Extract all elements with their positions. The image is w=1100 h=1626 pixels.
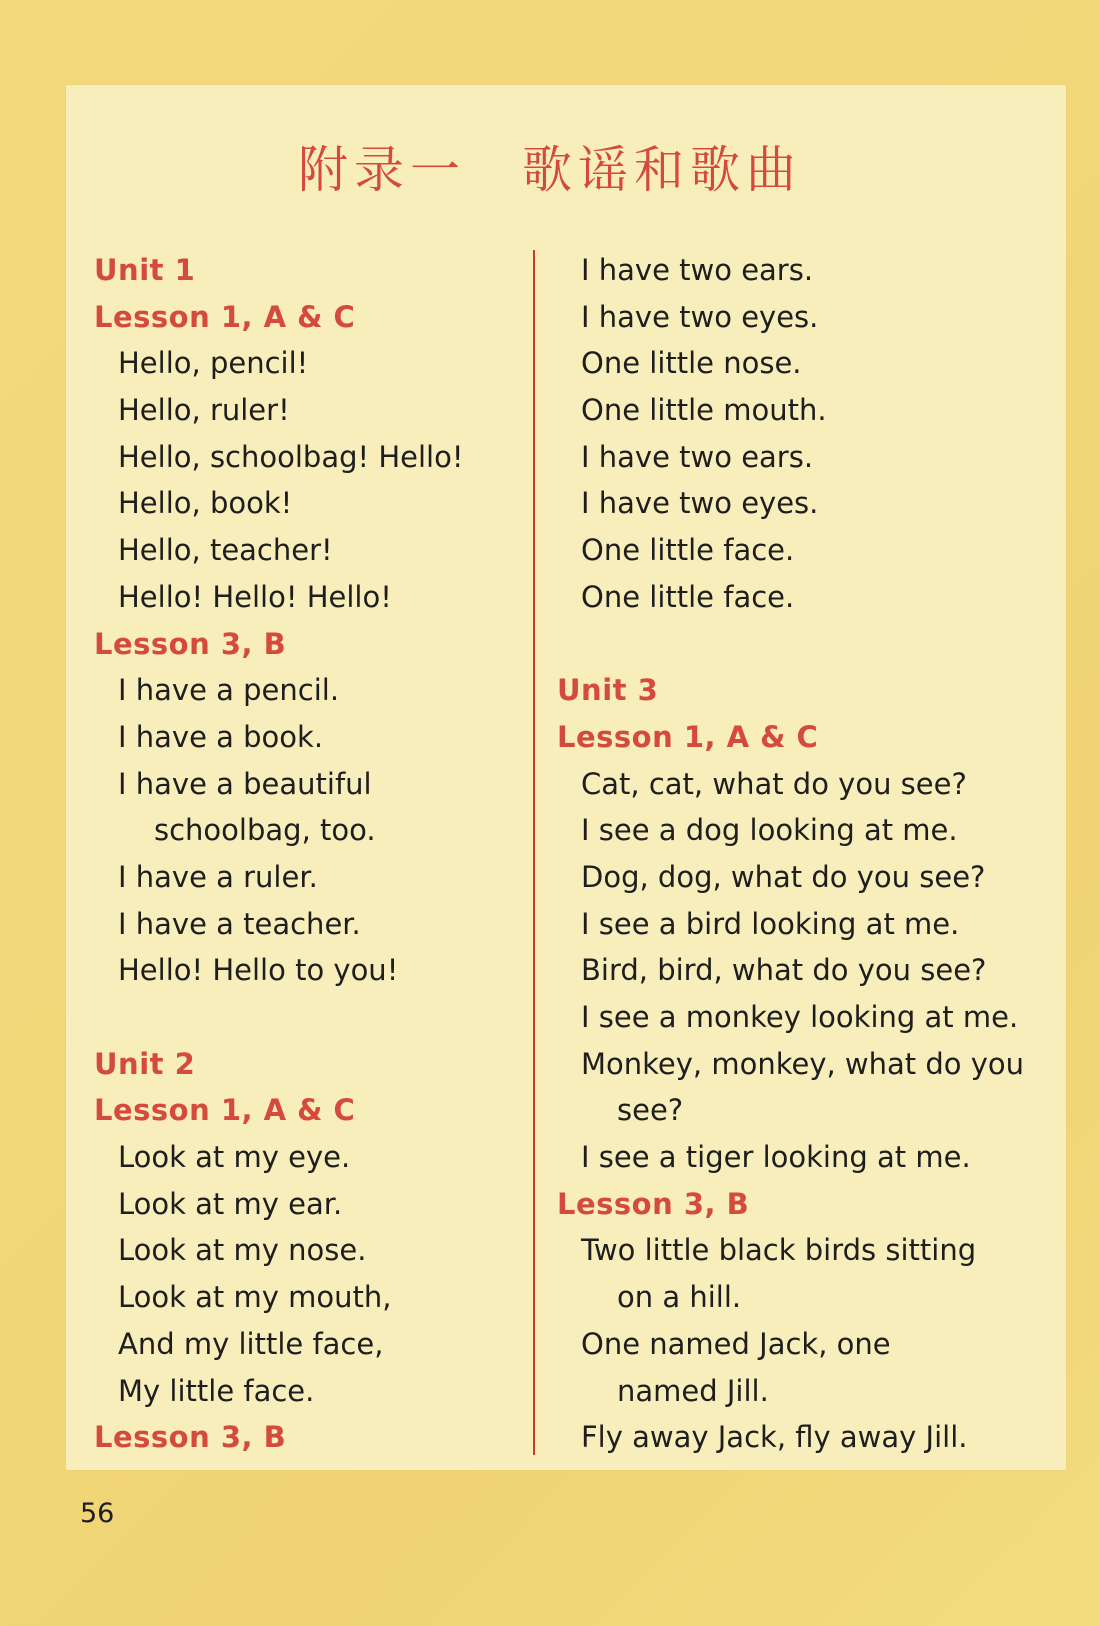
lyric-line-continuation: schoolbag, too. <box>154 813 376 848</box>
lyric-line: I have a beautiful <box>118 766 372 801</box>
lyric-line: Hello, teacher! <box>118 533 333 568</box>
lyric-line: I see a bird looking at me. <box>581 906 960 941</box>
lyric-line: Hello, pencil! <box>118 346 309 381</box>
lyric-line: I have a pencil. <box>118 673 340 708</box>
section-heading: Unit 1 <box>94 253 196 287</box>
section-heading: Unit 3 <box>557 673 659 708</box>
lyric-line: Look at my eye. <box>118 1140 351 1175</box>
section-heading: Lesson 3, B <box>94 626 287 661</box>
section-heading: Lesson 3, B <box>94 1420 287 1455</box>
section-heading: Lesson 1, A & C <box>94 1093 356 1128</box>
right-column <box>557 247 1027 1461</box>
section-heading: Unit 2 <box>94 1046 196 1081</box>
lyric-line: Hello, schoolbag! Hello! <box>118 439 464 474</box>
lyric-line: I have a book. <box>118 719 324 754</box>
lyric-line: One little face. <box>581 579 795 614</box>
lyric-line: I see a dog looking at me. <box>581 813 958 848</box>
lyric-line: One little mouth. <box>581 393 827 428</box>
column-divider <box>533 250 535 1455</box>
spacer <box>94 994 514 1041</box>
lyric-line: And my little face, <box>118 1326 384 1361</box>
lyric-line: Look at my ear. <box>118 1186 343 1221</box>
lyric-line: Bird, bird, what do you see? <box>581 953 987 988</box>
lyric-line: I have two eyes. <box>581 299 819 334</box>
lyric-line: Look at my nose. <box>118 1233 367 1268</box>
lyric-line: I have a ruler. <box>118 859 318 894</box>
lyric-line-continuation: see? <box>617 1093 684 1128</box>
page-number: 56 <box>80 1498 115 1529</box>
lyric-line: Hello! Hello to you! <box>118 953 399 988</box>
lyric-line: Fly away Jack, fly away Jill. <box>581 1420 968 1455</box>
lyric-line: One named Jack, one <box>581 1326 891 1361</box>
lyric-line: My little face. <box>118 1373 315 1408</box>
lyric-line: I see a tiger looking at me. <box>581 1140 971 1175</box>
lyric-line: Dog, dog, what do you see? <box>581 859 986 894</box>
lyric-line-continuation: on a hill. <box>617 1280 742 1315</box>
lyric-line: I have two eyes. <box>581 486 819 521</box>
left-column <box>94 247 514 1461</box>
section-heading: Lesson 3, B <box>557 1186 750 1221</box>
lyric-line: Two little black birds sitting <box>581 1233 977 1268</box>
lyric-line: I have a teacher. <box>118 906 361 941</box>
lyric-line: I have two ears. <box>581 253 814 287</box>
lyric-line: I have two ears. <box>581 439 814 474</box>
section-heading: Lesson 1, A & C <box>94 299 356 334</box>
lyric-line: Hello, ruler! <box>118 393 290 428</box>
lyric-line: One little face. <box>581 533 795 568</box>
lyric-line: Cat, cat, what do you see? <box>581 766 967 801</box>
lyric-line-continuation: named Jill. <box>617 1373 769 1408</box>
page-title: 附录一 歌谣和歌曲 <box>298 141 802 199</box>
lyric-line: Monkey, monkey, what do you <box>581 1046 1025 1081</box>
lyric-line: I see a monkey looking at me. <box>581 1000 1019 1034</box>
section-heading: Lesson 1, A & C <box>557 719 819 754</box>
lyric-line: Hello! Hello! Hello! <box>118 579 392 614</box>
lyric-line: One little nose. <box>581 346 802 381</box>
lyric-line: Look at my mouth, <box>118 1280 392 1315</box>
spacer <box>557 621 1027 668</box>
lyric-line: Hello, book! <box>118 486 293 521</box>
